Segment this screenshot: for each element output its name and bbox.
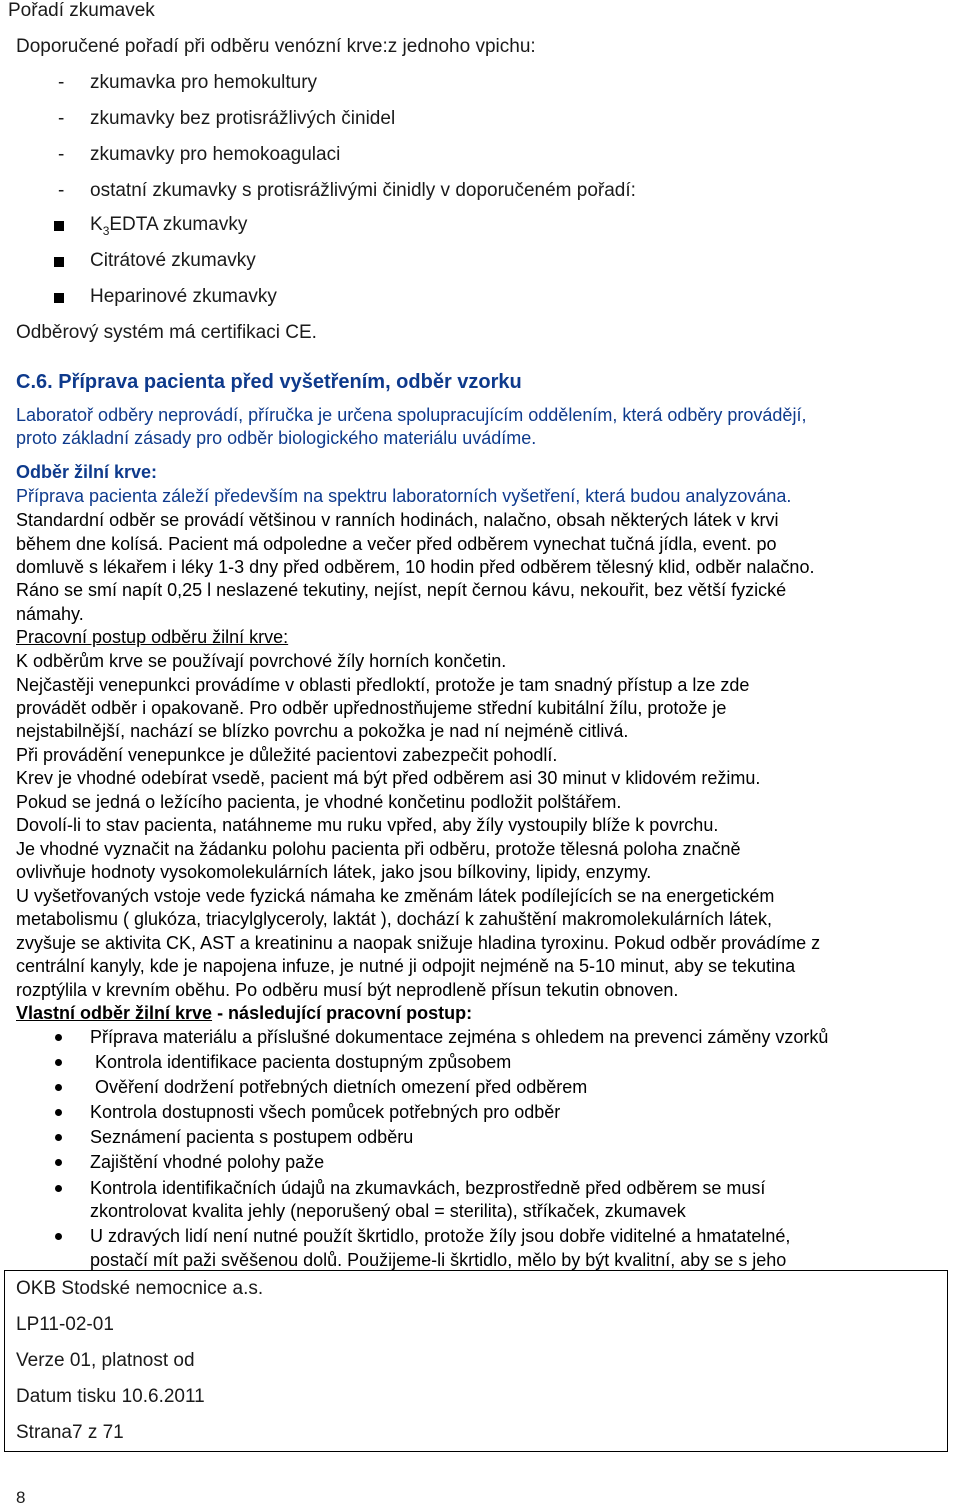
bullet-icon [55,1059,62,1066]
paragraph-line: Pokud se jedná o ležícího pacienta, je vhodné končetinu podložit polštářem. [16,792,622,812]
section-heading-number: C.6. [16,371,53,393]
paragraph-line: U vyšetřovaných vstoje vede fyzická námaha ke změnám látek podílejících se na energetickém [16,886,775,906]
bullet-item: Kontrola identifikace pacienta dostupným způsobem [90,1052,512,1072]
paragraph-line: Při provádění venepunkce je důležité pacientovi zabezpečit pohodlí. [16,745,558,765]
dash-item-label: ostatní zkumavky s protisrážlivými činidly v doporučeném pořadí: [90,180,636,201]
paragraph-line: metabolismu ( glukóza, triacylglyceroly, laktát ), dochází k zahuštění makromolekulárních látek, [16,909,772,929]
bullet-item: Seznámení pacienta s postupem odběru [90,1127,414,1147]
subheading-procedure: Pracovní postup odběru žilní krve: [16,627,289,647]
paragraph-line: Krev je vhodné odebírat vsedě, pacient má být před odběrem asi 30 minut v klidovém režimu. [16,768,761,788]
footer-print-date: Datum tisku 10.6.2011 [16,1386,205,1407]
bullet-item: Zajištění vhodné polohy paže [90,1152,325,1172]
square-bullet-icon [54,293,64,303]
dash-marker: - [58,144,65,165]
dash-marker: - [58,72,65,93]
intro-text: Doporučené pořadí při odběru venózní krve:z jednoho vpichu: [16,36,536,57]
square-bullet-icon [54,221,64,231]
paragraph-line: provádět odběr i opakovaně. Pro odběr upřednostňujeme střední kubitální žílu, protože je [16,698,727,718]
bullet-icon [55,1185,62,1192]
paragraph-line: rozptýlila v krevním oběhu. Po odběru musí být neprodleně přísun tekutin obnoven. [16,980,679,1000]
bullet-item: Příprava materiálu a příslušné dokumentace zejména s ohledem na prevenci záměny vzorků [90,1027,829,1047]
paragraph-line: domluvě s lékařem i léky 1-3 dny před odběrem, 10 hodin před odběrem tělesný klid, odběr nalačno. [16,557,815,577]
paragraph-line: během dne kolísá. Pacient má odpoledne a večer před odběrem vynechat tučná jídla, event. po [16,534,777,554]
paragraph-line: Je vhodné vyznačit na žádanku polohu pacienta při odběru, protože tělesná poloha značně [16,839,741,859]
bullet-icon [55,1034,62,1041]
subheading-venous: Odběr žilní krve: [16,462,158,482]
footer-document-code: LP11-02-01 [16,1314,114,1335]
dash-item [58,180,64,202]
bullet-icon [55,1159,62,1166]
paragraph-line: Příprava pacienta záleží především na spektru laboratorních vyšetření, která budou analyzována. [16,486,792,506]
dash-item-label: zkumavky bez protisrážlivých činidel [90,108,396,129]
footer-organization: OKB Stodské nemocnice a.s. [16,1278,264,1299]
dash-marker: - [58,108,65,129]
section-heading-text: Příprava pacienta před vyšetřením, odběr vzorku [58,371,522,393]
square-item-k3edta: $K_3EDTA$ zkumavky [90,214,248,238]
bullet-icon [55,1134,62,1141]
paragraph-line: námahy. [16,604,84,624]
dash-marker: - [58,180,65,201]
paragraph-line: Laboratoř odběry neprovádí, příručka je určena spolupracujícím oddělením, která odběry provádějí, [16,405,807,425]
dash-item-label: zkumavky pro hemokoagulaci [90,144,341,165]
bullet-item-continuation: zkontrolovat kvalita jehly (neporušený obal = sterilita), stříkaček, zkumavek [90,1201,686,1221]
dash-item [58,144,64,166]
paragraph-line: Nejčastěji venepunkci provádíme v oblasti předloktí, protože je tam snadný přístup a lze zde [16,675,750,695]
bullet-item-continuation: postačí mít paži svěšenou dolů. Použijeme-li škrtidlo, mělo by být kvalitní, aby se s jeho [90,1250,787,1270]
subheading-actual-draw-underlined: Vlastní odběr žilní krve [16,1003,213,1023]
paragraph-line: Ráno se smí napít 0,25 l neslazené tekutiny, nejíst, nepít černou kávu, nekouřit, bez větší fyzické [16,580,787,600]
bullet-item: U zdravých lidí není nutné použít škrtidlo, protože žíly jsou dobře viditelné a hmatatelné, [90,1226,791,1246]
section-title: Pořadí zkumavek [8,0,155,21]
subheading-actual-draw [16,1003,472,1024]
dash-item [58,72,64,94]
footer-version: Verze 01, platnost od [16,1350,195,1371]
page-number: 8 [16,1488,26,1507]
paragraph-line: centrální kanyly, kde je napojena infuze, je nutné ji odpojit nejméně na 5-10 minut, aby se tekutina [16,956,796,976]
paragraph-line: K odběrům krve se používají povrchové žíly horních končetin. [16,651,507,671]
bullet-icon [55,1109,62,1116]
bullet-icon [55,1084,62,1091]
paragraph-line: nejstabilnější, nachází se blízko povrchu a pokožka je nad ní nejméně citlivá. [16,721,629,741]
square-item: Citrátové zkumavky [90,250,256,271]
paragraph-line: zvyšuje se aktivita CK, AST a kreatininu a naopak snižuje hladina tyroxinu. Pokud odběr provádíme z [16,933,821,953]
footer-page-info: Strana7 z 71 [16,1422,124,1443]
paragraph-line: ovlivňuje hodnoty vysokomolekulárních látek, jako jsou bílkoviny, lipidy, enzymy. [16,862,652,882]
paragraph-line: Dovolí-li to stav pacienta, natáhneme mu ruku vpřed, aby žíly vystoupily blíže k povrchu. [16,815,719,835]
subheading-actual-draw-rest: - následující pracovní postup: [212,1003,473,1023]
paragraph-line: proto základní zásady pro odběr biologického materiálu uvádíme. [16,428,537,448]
bullet-item: Ověření dodržení potřebných dietních omezení před odběrem [90,1077,588,1097]
certification-text: Odběrový systém má certifikaci CE. [16,322,317,343]
paragraph-line: Standardní odběr se provádí většinou v ranních hodinách, nalačno, obsah některých látek v krvi [16,510,779,530]
square-item: Heparinové zkumavky [90,286,277,307]
bullet-item: Kontrola dostupnosti všech pomůcek potřebných pro odběr [90,1102,561,1122]
bullet-item: Kontrola identifikačních údajů na zkumavkách, bezprostředně před odběrem se musí [90,1178,766,1198]
dash-item [58,108,64,130]
square-bullet-icon [54,257,64,267]
dash-item-label: zkumavka pro hemokultury [90,72,318,93]
bullet-icon [55,1233,62,1240]
section-heading [16,371,522,394]
